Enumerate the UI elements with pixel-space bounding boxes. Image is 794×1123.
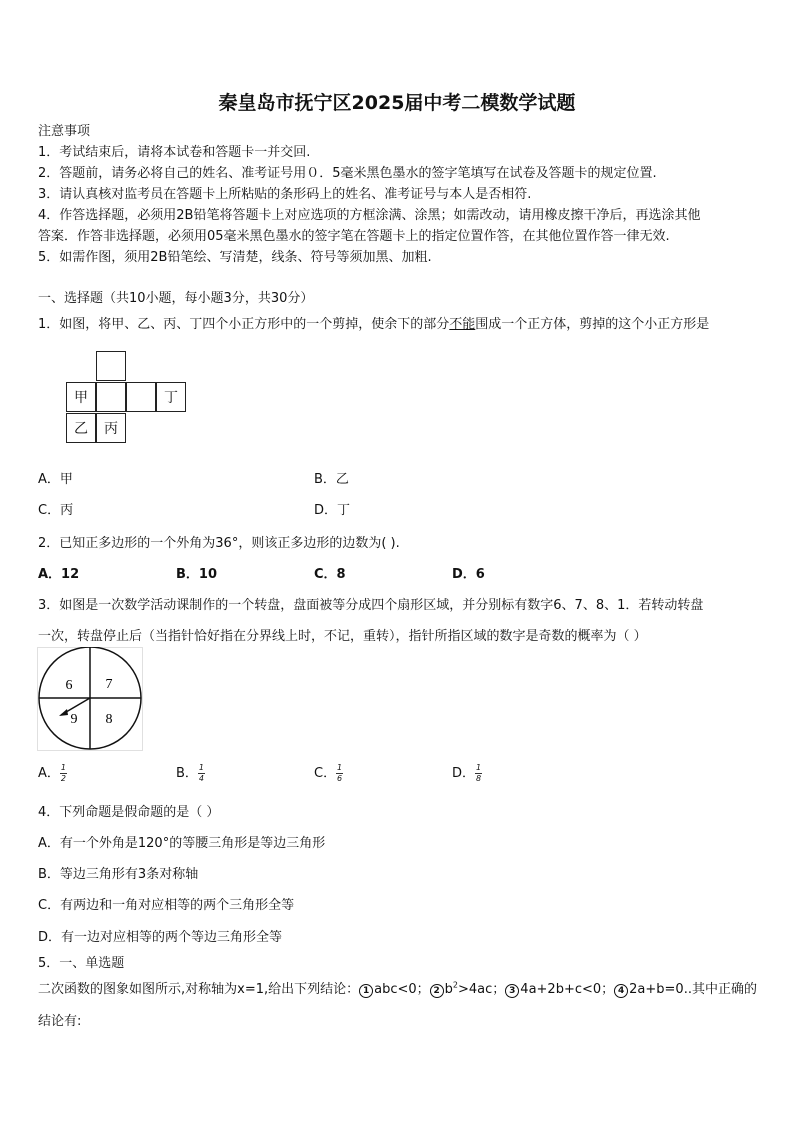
q3-option-a-label: A．: [38, 766, 60, 781]
spinner-label-8: 8: [105, 712, 113, 727]
q3-option-c-fraction: $\frac{1}{6}$: [337, 763, 343, 783]
net-cell-jia: 甲: [66, 382, 96, 412]
spinner-label-7: 7: [105, 677, 113, 692]
q5-conclusion-4: 2a+b=0..其中正确的: [629, 982, 757, 997]
q3-option-c[interactable]: [314, 762, 343, 783]
q4-option-c[interactable]: C．有两边和一角对应相等的两个三角形全等: [38, 898, 295, 913]
q3-option-c-label: C．: [314, 766, 337, 781]
q3-stem-line2: 一次，转盘停止后（当指针恰好指在分界线上时，不记，重转），指针所指区域的数字是奇数的概率为（ ）: [38, 629, 647, 644]
q2-option-d[interactable]: D．6: [452, 567, 485, 582]
q5-circled-4: 4: [614, 984, 628, 998]
section-heading: 一、选择题（共10小题，每小题3分，共30分）: [38, 291, 314, 306]
q4-option-a[interactable]: A．有一个外角是120°的等腰三角形是等边三角形: [38, 836, 326, 851]
q5-conclusion-2b: >4ac；: [458, 982, 506, 997]
net-cell-center: [96, 382, 126, 412]
net-cell-yi: 乙: [66, 413, 96, 443]
q1-option-a[interactable]: A．甲: [38, 472, 73, 487]
q1-option-d[interactable]: D．丁: [314, 503, 351, 518]
net-cell-right: [126, 382, 156, 412]
q5-circled-1: 1: [359, 984, 373, 998]
net-cell-ding: 丁: [156, 382, 186, 412]
notice-item-4: 4．作答选择题，必须用2B铅笔将答题卡上对应选项的方框涂满、涂黑；如需改动，请用橡皮擦干净后，再选涂其他: [38, 208, 701, 223]
q2-stem: 2．已知正多边形的一个外角为36°，则该正多边形的边数为( ).: [38, 536, 400, 551]
q1-option-b[interactable]: B．乙: [314, 472, 349, 487]
q5-conclusion-2a: b: [444, 982, 453, 997]
q1-stem: [38, 313, 709, 332]
notice-item-5: 5．如需作图，须用2B铅笔绘、写清楚，线条、符号等须加黑、加粗.: [38, 250, 432, 265]
q5-stem-text: 二次函数的图象如图所示,对称轴为x=1,给出下列结论：: [38, 982, 360, 997]
q5-stem: [38, 978, 757, 998]
q3-option-d-fraction: $\frac{1}{8}$: [475, 763, 482, 783]
q4-option-d[interactable]: D．有一边对应相等的两个等边三角形全等: [38, 930, 283, 945]
q1-option-c[interactable]: C．丙: [38, 503, 74, 518]
spinner-label-6: 6: [65, 678, 73, 693]
notice-item-4-cont: 答案．作答非选择题，必须用05毫米黑色墨水的签字笔在答题卡上的指定位置作答，在其他位置作答一律无效.: [38, 229, 670, 244]
q5-circled-2: 2: [430, 984, 444, 998]
q2-option-a[interactable]: A．12: [38, 567, 80, 582]
q3-spinner-figure: [37, 647, 143, 751]
q2-option-c[interactable]: C．8: [314, 567, 346, 582]
notice-heading: 注意事项: [38, 124, 91, 139]
notice-item-2: 2．答题前，请务必将自己的姓名、准考证号用０．5毫米黑色墨水的签字笔填写在试卷及答题卡的规定位置.: [38, 166, 657, 181]
q1-stem-a: 1．如图，将甲、乙、丙、丁四个小正方形中的一个剪掉，使余下的部分: [38, 317, 450, 332]
q1-stem-underline: 不能: [449, 317, 476, 332]
q3-stem-line1: 3．如图是一次数学活动课制作的一个转盘，盘面被等分成四个扇形区域，并分别标有数字6、7、8、1．若转动转盘: [38, 598, 704, 613]
q3-option-d[interactable]: [452, 762, 482, 783]
net-cell-bing: 丙: [96, 413, 126, 443]
q3-option-b-fraction: $\frac{1}{4}$: [198, 763, 204, 783]
q1-stem-b: 围成一个正方体，剪掉的这个小正方形是: [475, 317, 710, 332]
q5-conclusion-1: abc<0；: [374, 982, 430, 997]
q4-option-b[interactable]: B．等边三角形有3条对称轴: [38, 867, 199, 882]
page-title: 秦皇岛市抚宁区2025届中考二模数学试题: [218, 92, 576, 114]
q5-circled-3: 3: [505, 984, 519, 998]
q5-stem-end: 结论有:: [38, 1014, 82, 1029]
q5-conclusion-3: 4a+2b+c<0；: [520, 982, 615, 997]
q3-option-a[interactable]: [38, 762, 67, 783]
q3-option-b[interactable]: [176, 762, 205, 783]
net-cell-top: [96, 351, 126, 381]
spinner-label-9: 9: [70, 712, 78, 727]
q5-heading: 5．一、单选题: [38, 956, 125, 971]
q3-option-d-label: D．: [452, 766, 476, 781]
q5-conclusion-2-sup: 2: [452, 980, 459, 990]
q4-stem: 4．下列命题是假命题的是（ ）: [38, 805, 220, 820]
q3-option-a-fraction: $\frac{1}{2}$: [60, 763, 66, 783]
notice-item-1: 1．考试结束后，请将本试卷和答题卡一并交回.: [38, 145, 311, 160]
q2-option-b[interactable]: B．10: [176, 567, 217, 582]
q3-option-b-label: B．: [176, 766, 198, 781]
notice-item-3: 3．请认真核对监考员在答题卡上所粘贴的条形码上的姓名、准考证号与本人是否相符.: [38, 187, 532, 202]
